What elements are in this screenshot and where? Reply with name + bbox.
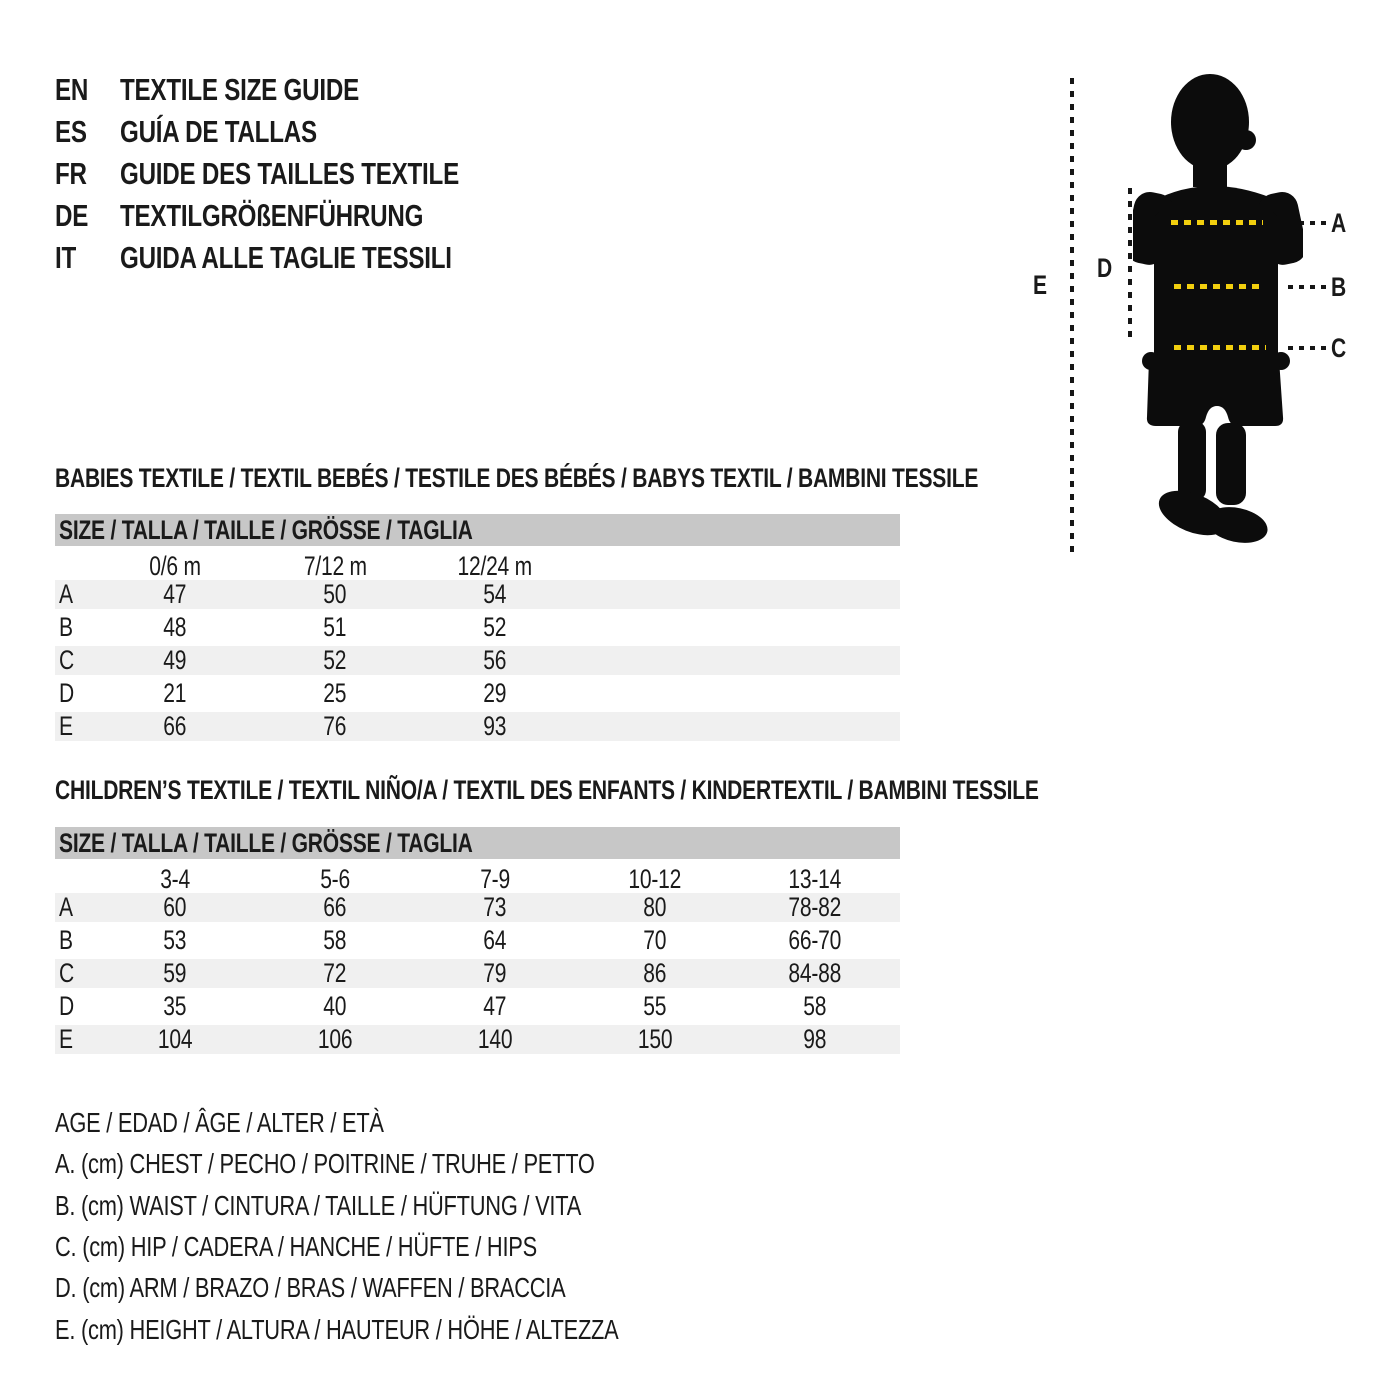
legend-age-line — [55, 1107, 477, 1139]
cell-value: 53 — [163, 925, 187, 955]
table-row — [55, 992, 900, 1021]
cell-value: 104 — [157, 1024, 193, 1054]
lang-row-it — [55, 237, 555, 279]
table-row — [55, 712, 900, 741]
row-label — [55, 1024, 95, 1055]
column-header-text: 7-9 — [480, 863, 510, 894]
table-row — [55, 926, 900, 955]
lang-code — [55, 156, 120, 192]
figure-marker-d-text: D — [1097, 253, 1112, 283]
cell-value: 52 — [323, 645, 347, 675]
cell-value: 64 — [483, 925, 507, 955]
cell-value: 76 — [323, 711, 347, 741]
table-cell — [415, 612, 575, 643]
lang-code-text: ES — [55, 114, 87, 149]
row-label — [55, 925, 95, 956]
language-title-list — [55, 69, 555, 279]
cell-value: 25 — [323, 678, 347, 708]
cell-value: 84-88 — [788, 958, 842, 988]
cell-value: 29 — [483, 678, 507, 708]
figure-marker-a — [1331, 208, 1350, 238]
children-section-title-text: CHILDREN’S TEXTILE / TEXTIL NIÑO/A / TEXTIL DES ENFANTS / KINDERTEXTIL / BAMBINI TESSILE — [55, 775, 1039, 805]
table-cell — [255, 579, 415, 610]
lang-title — [120, 156, 555, 192]
child-silhouette — [1133, 73, 1303, 558]
lang-title — [120, 114, 372, 150]
column-header — [255, 864, 415, 895]
row-label — [55, 711, 95, 742]
cell-value: 59 — [163, 958, 187, 988]
table-cell — [735, 892, 895, 923]
row-label — [55, 612, 95, 643]
row-label — [55, 991, 95, 1022]
cell-value: 51 — [323, 612, 347, 642]
legend-arm-text: D. (cm) ARM / BRAZO / BRAS / WAFFEN / BRACCIA — [55, 1272, 566, 1303]
column-header-text: 3-4 — [160, 863, 190, 894]
table-cell — [735, 958, 895, 989]
lang-title — [120, 240, 545, 276]
cell-value: 47 — [483, 991, 507, 1021]
column-header — [95, 551, 255, 582]
table-cell — [95, 579, 255, 610]
figure-marker-a-text: A — [1331, 208, 1346, 238]
table-cell — [255, 925, 415, 956]
figure-marker-e-text: E — [1033, 270, 1047, 300]
table-cell — [255, 958, 415, 989]
lang-title-text: GUIDA ALLE TAGLIE TESSILI — [120, 240, 452, 275]
children-column-header-row — [55, 865, 900, 893]
silhouette-left-leg — [1178, 421, 1206, 501]
table-cell — [255, 1024, 415, 1055]
table-cell — [575, 991, 735, 1022]
table-cell — [255, 645, 415, 676]
legend-waist-line — [55, 1190, 729, 1222]
row-label — [55, 579, 95, 610]
column-header-text: 10-12 — [628, 863, 682, 894]
legend-waist-text: B. (cm) WAIST / CINTURA / TAILLE / HÜFTUNG / VITA — [55, 1190, 582, 1221]
figure-marker-d — [1097, 253, 1116, 283]
table-cell — [95, 678, 255, 709]
silhouette-neck — [1193, 155, 1227, 187]
table-cell — [575, 958, 735, 989]
table-cell — [415, 711, 575, 742]
column-header — [255, 551, 415, 582]
table-cell — [575, 1024, 735, 1055]
legend-height-text: E. (cm) HEIGHT / ALTURA / HAUTEUR / HÖHE / ALTEZZA — [55, 1314, 619, 1345]
lang-code — [55, 198, 120, 234]
cell-value: 66-70 — [788, 925, 842, 955]
cell-value: 93 — [483, 711, 507, 741]
cell-value: 80 — [643, 892, 667, 922]
lang-code — [55, 72, 120, 108]
row-label — [55, 892, 95, 923]
chest-measure-dashes-a — [1171, 220, 1263, 225]
table-cell — [255, 711, 415, 742]
table-row — [55, 646, 900, 675]
hip-measure-dashes-c — [1174, 345, 1266, 350]
figure-marker-b-text: B — [1331, 272, 1346, 302]
column-header — [575, 864, 735, 895]
cell-value: 52 — [483, 612, 507, 642]
row-label-text: D — [59, 678, 74, 708]
lang-row-fr — [55, 153, 555, 195]
row-label-text: A — [59, 579, 73, 609]
lang-code — [55, 240, 120, 276]
cell-value: 60 — [163, 892, 187, 922]
legend-hip-text: C. (cm) HIP / CADERA / HANCHE / HÜFTE / HIPS — [55, 1231, 537, 1262]
cell-value: 48 — [163, 612, 187, 642]
lang-row-es — [55, 111, 555, 153]
row-label-text: B — [59, 925, 73, 955]
cell-value: 78-82 — [788, 892, 842, 922]
cell-value: 35 — [163, 991, 187, 1021]
silhouette-shorts — [1147, 359, 1283, 426]
column-header-text: 5-6 — [320, 863, 350, 894]
cell-value: 66 — [323, 892, 347, 922]
figure-marker-b — [1331, 272, 1350, 302]
cell-value: 54 — [483, 579, 507, 609]
figure-marker-c — [1331, 333, 1350, 363]
row-label-text: E — [59, 1024, 73, 1054]
cell-value: 106 — [317, 1024, 353, 1054]
legend-height-line — [55, 1314, 777, 1346]
row-label — [55, 958, 95, 989]
cell-value: 50 — [323, 579, 347, 609]
table-cell — [415, 678, 575, 709]
table-cell — [575, 925, 735, 956]
table-row — [55, 959, 900, 988]
table-cell — [95, 612, 255, 643]
table-cell — [255, 892, 415, 923]
table-cell — [415, 579, 575, 610]
table-cell — [735, 925, 895, 956]
lang-code-text: EN — [55, 72, 89, 107]
cell-value: 47 — [163, 579, 187, 609]
column-header-text: 12/24 m — [457, 550, 533, 581]
table-cell — [95, 1024, 255, 1055]
table-cell — [95, 645, 255, 676]
table-row — [55, 613, 900, 642]
table-cell — [735, 991, 895, 1022]
row-label — [55, 645, 95, 676]
lang-title-text: GUÍA DE TALLAS — [120, 114, 317, 149]
column-header-text: 0/6 m — [149, 550, 201, 581]
table-row — [55, 893, 900, 922]
children-section-title — [55, 775, 1316, 805]
table-row — [55, 1025, 900, 1054]
cell-value: 79 — [483, 958, 507, 988]
legend-chest-line — [55, 1148, 747, 1180]
table-cell — [255, 991, 415, 1022]
column-header — [415, 551, 575, 582]
arm-measure-line-d — [1128, 188, 1132, 341]
row-label-text: B — [59, 612, 73, 642]
legend-arm-line — [55, 1272, 709, 1304]
legend-hip-line — [55, 1231, 673, 1263]
table-cell — [415, 991, 575, 1022]
column-header — [735, 864, 895, 895]
waist-measure-dashes-b — [1174, 284, 1260, 289]
babies-section-title — [55, 463, 1239, 493]
lang-code-text: DE — [55, 198, 89, 233]
figure-marker-e — [1033, 270, 1051, 300]
cell-value: 49 — [163, 645, 187, 675]
legend-chest-text: A. (cm) CHEST / PECHO / POITRINE / TRUHE / PETTO — [55, 1148, 595, 1179]
silhouette-hair-bump — [1236, 130, 1256, 150]
column-header-text: 7/12 m — [303, 550, 367, 581]
row-label-text: D — [59, 991, 74, 1021]
children-size-header-bar — [55, 827, 900, 859]
cell-value: 21 — [163, 678, 187, 708]
column-header — [415, 864, 575, 895]
lang-row-en — [55, 69, 555, 111]
table-cell — [415, 1024, 575, 1055]
table-cell — [95, 925, 255, 956]
table-cell — [415, 892, 575, 923]
cell-value: 150 — [637, 1024, 673, 1054]
lang-row-de — [55, 195, 555, 237]
table-row — [55, 679, 900, 708]
table-cell — [255, 678, 415, 709]
children-size-header-text: SIZE / TALLA / TAILLE / GRÖSSE / TAGLIA — [59, 828, 473, 858]
figure-marker-c-text: C — [1331, 333, 1346, 363]
cell-value: 66 — [163, 711, 187, 741]
row-label-text: C — [59, 958, 74, 988]
lang-title-text: TEXTILE SIZE GUIDE — [120, 72, 359, 107]
column-header — [95, 864, 255, 895]
cell-value: 55 — [643, 991, 667, 1021]
table-cell — [415, 925, 575, 956]
table-cell — [415, 645, 575, 676]
column-header-text: 13-14 — [788, 863, 842, 894]
row-label — [55, 678, 95, 709]
lang-title-text: GUIDE DES TAILLES TEXTILE — [120, 156, 459, 191]
children-size-table — [55, 865, 900, 1058]
row-label-text: A — [59, 892, 73, 922]
babies-size-header-text: SIZE / TALLA / TAILLE / GRÖSSE / TAGLIA — [59, 515, 473, 545]
table-cell — [95, 892, 255, 923]
lang-code — [55, 114, 120, 150]
lang-title-text: TEXTILGRÖßENFÜHRUNG — [120, 198, 424, 233]
babies-size-header-bar — [55, 514, 900, 546]
table-cell — [95, 958, 255, 989]
table-cell — [735, 1024, 895, 1055]
lang-title — [120, 72, 426, 108]
cell-value: 73 — [483, 892, 507, 922]
row-label-text: E — [59, 711, 73, 741]
table-cell — [575, 892, 735, 923]
table-cell — [415, 958, 575, 989]
cell-value: 40 — [323, 991, 347, 1021]
silhouette-right-leg — [1216, 423, 1246, 505]
table-cell — [95, 991, 255, 1022]
table-cell — [95, 711, 255, 742]
legend-age-text: AGE / EDAD / ÂGE / ALTER / ETÀ — [55, 1107, 384, 1138]
cell-value: 86 — [643, 958, 667, 988]
babies-section-title-text: BABIES TEXTILE / TEXTIL BEBÉS / TESTILE DES BÉBÉS / BABYS TEXTIL / BAMBINI TESSILE — [55, 463, 979, 493]
cell-value: 140 — [477, 1024, 513, 1054]
cell-value: 58 — [803, 991, 827, 1021]
cell-value: 56 — [483, 645, 507, 675]
cell-value: 98 — [803, 1024, 827, 1054]
table-cell — [255, 612, 415, 643]
babies-column-header-row — [55, 552, 900, 580]
cell-value: 70 — [643, 925, 667, 955]
row-label-text: C — [59, 645, 74, 675]
babies-size-table — [55, 552, 900, 745]
cell-value: 58 — [323, 925, 347, 955]
cell-value: 72 — [323, 958, 347, 988]
lang-code-text: IT — [55, 240, 77, 275]
lang-code-text: FR — [55, 156, 87, 191]
table-row — [55, 580, 900, 609]
lang-title — [120, 198, 509, 234]
